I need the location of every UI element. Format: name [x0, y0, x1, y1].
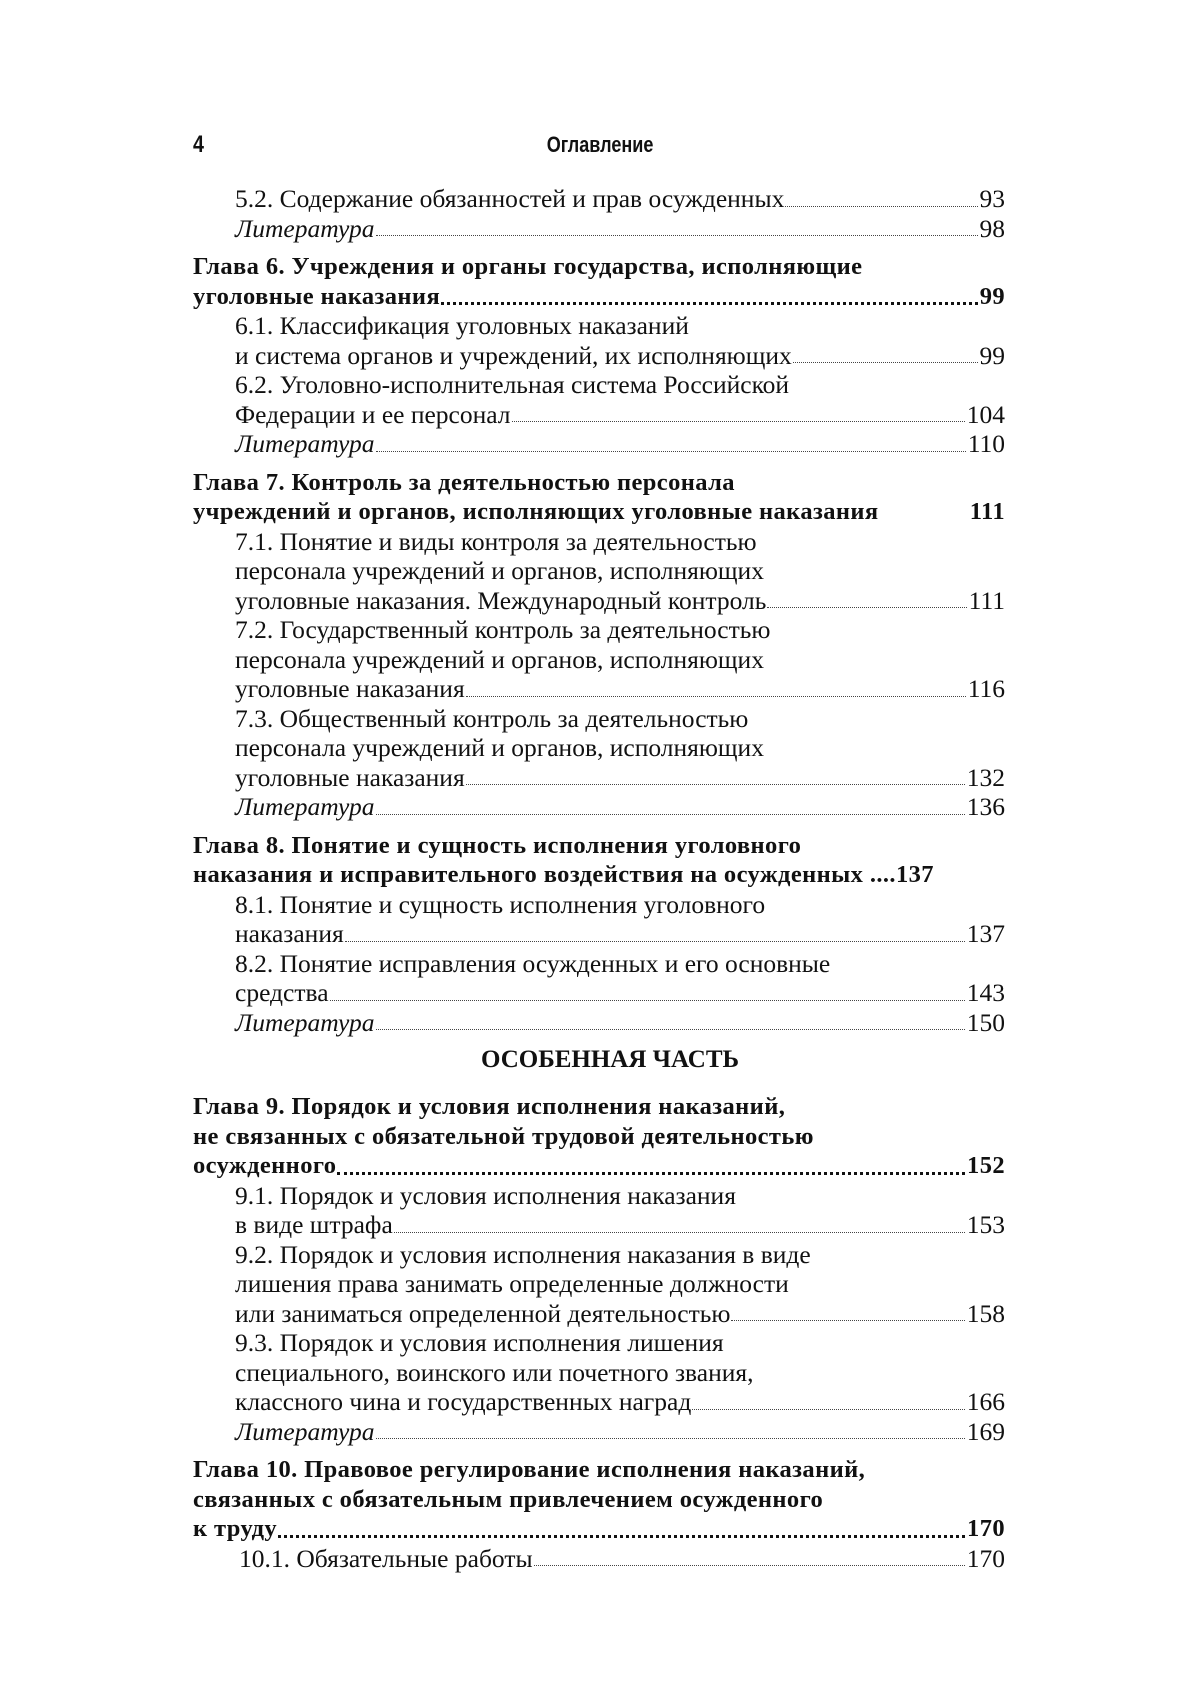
toc-entry-label: 7.3. Общественный контроль за деятельностью	[235, 703, 749, 733]
toc-entry-literature-7[interactable]	[193, 792, 1005, 822]
toc-chapter-8-line-2[interactable]	[193, 860, 1005, 890]
toc-chapter-title: учреждений и органов, исполняющих уголовные наказания	[193, 498, 879, 525]
dot-leader	[345, 940, 965, 942]
running-title-text: Оглавление	[546, 132, 654, 157]
toc-entry-label: уголовные наказания. Международный контроль	[235, 585, 767, 615]
toc-entry-label: Литература	[235, 1416, 375, 1446]
toc-entry-label: 6.2. Уголовно-исполнительная система Российской	[235, 370, 790, 399]
toc-page-number: 99	[979, 282, 1005, 310]
section-heading-special-part: ОСОБЕННАЯ ЧАСТЬ	[480, 1046, 740, 1073]
toc-entry-6-1-line-1[interactable]	[193, 311, 1005, 341]
toc-entry-8-2-line-2[interactable]	[193, 978, 1005, 1008]
toc-entry-label: или заниматься определенной деятельностью	[235, 1298, 731, 1328]
toc-page-number: 170	[967, 1515, 1005, 1542]
toc-entry-label: уголовные наказания	[235, 674, 465, 703]
toc-entry-7-2-line-1[interactable]	[193, 615, 1005, 645]
toc-entry-6-2-line-2[interactable]	[193, 400, 1005, 430]
toc-chapter-6-line-1[interactable]	[193, 252, 1005, 282]
toc-entry-label: 7.1. Понятие и виды контроля за деятельностью	[235, 526, 757, 556]
toc-chapter-title: к труду	[193, 1515, 278, 1542]
toc-page-number: 132	[966, 762, 1005, 792]
toc-entry-label: Литература	[235, 429, 375, 458]
toc-entry-7-2-line-2[interactable]	[193, 645, 1005, 675]
toc-entry-label: наказания	[235, 919, 344, 948]
dot-leader	[466, 783, 965, 785]
toc-entry-9-2-line-3[interactable]	[193, 1299, 1005, 1329]
toc-entry-label: 9.1. Порядок и условия исполнения наказания	[235, 1180, 736, 1210]
running-title	[0, 131, 1200, 159]
toc-page-number: 137	[966, 919, 1005, 948]
toc-entry-label: 7.2. Государственный контроль за деятельностью	[235, 615, 771, 644]
toc-chapter-10-line-2[interactable]	[193, 1485, 1005, 1515]
dot-leader	[394, 1231, 965, 1233]
toc-entry-8-2-line-1[interactable]	[193, 949, 1005, 979]
dot-leader	[692, 1408, 964, 1410]
toc-entry-8-1-line-2[interactable]	[193, 919, 1005, 949]
dot-leader	[512, 420, 965, 422]
toc-entry-9-3-line-1[interactable]	[193, 1328, 1005, 1358]
toc-page-number: 116	[967, 674, 1005, 703]
toc-page-number: 110	[967, 429, 1005, 458]
toc-entry-7-3-line-3[interactable]	[193, 763, 1005, 793]
toc-page-number: 98	[979, 213, 1005, 243]
toc-entry-label: 9.2. Порядок и условия исполнения наказания в виде	[235, 1239, 811, 1269]
toc-entry-7-3-line-1[interactable]	[193, 704, 1005, 734]
toc-chapter-title: связанных с обязательным привлечением осужденного	[193, 1485, 824, 1513]
toc-chapter-8-line-1[interactable]	[193, 831, 1005, 861]
toc-entry-label: 10.1. Обязательные работы	[239, 1543, 533, 1573]
table-of-contents	[193, 184, 1005, 1573]
toc-entry-9-1-line-2[interactable]	[193, 1210, 1005, 1240]
toc-page-number: 111	[969, 498, 1005, 525]
toc-entry-label: 5.2. Содержание обязанностей и прав осужденных	[235, 184, 785, 213]
toc-page-number: 99	[979, 340, 1005, 370]
toc-chapter-title: уголовные наказания	[193, 282, 441, 310]
toc-entry-literature-6[interactable]	[193, 429, 1005, 459]
dot-leader	[337, 1171, 965, 1175]
toc-entry-6-2-line-1[interactable]	[193, 370, 1005, 400]
toc-entry-7-1-line-2[interactable]	[193, 556, 1005, 586]
toc-page-number: 153	[966, 1210, 1005, 1239]
toc-entry-5-2[interactable]	[193, 184, 1005, 214]
dot-leader	[767, 606, 966, 608]
dot-leader	[534, 1564, 965, 1566]
dot-leader	[376, 450, 966, 452]
toc-chapter-10-line-3[interactable]	[193, 1514, 1005, 1544]
toc-page-number: 158	[966, 1298, 1005, 1328]
page-number: 4	[193, 131, 204, 158]
toc-entry-7-1-line-1[interactable]	[193, 527, 1005, 557]
toc-entry-literature-8[interactable]	[193, 1008, 1005, 1038]
toc-chapter-10-line-1[interactable]	[193, 1455, 1005, 1485]
toc-chapter-9-line-2[interactable]	[193, 1122, 1005, 1152]
toc-entry-label: средства	[235, 978, 329, 1007]
dot-leader	[376, 813, 965, 815]
toc-page-number: 152	[967, 1152, 1005, 1179]
toc-entry-9-2-line-1[interactable]	[193, 1240, 1005, 1270]
toc-chapter-title: наказания и исправительного воздействия на осужденных ....	[193, 861, 896, 888]
toc-entry-label: Литература	[235, 1007, 375, 1037]
toc-entry-label: персонала учреждений и органов, исполняющих	[235, 733, 764, 762]
toc-entry-literature-9[interactable]	[193, 1417, 1005, 1447]
toc-page-number: 136	[966, 792, 1005, 821]
toc-entry-label: специального, воинского или почетного звания,	[235, 1357, 754, 1387]
toc-chapter-title: не связанных с обязательной трудовой деятельностью	[193, 1122, 814, 1150]
toc-chapter-9-line-3[interactable]	[193, 1151, 1005, 1181]
toc-chapter-title: Глава 10. Правовое регулирование исполнения наказаний,	[193, 1456, 866, 1483]
toc-page-number: 150	[966, 1007, 1005, 1037]
toc-entry-9-3-line-3[interactable]	[193, 1387, 1005, 1417]
toc-page-number: 169	[966, 1416, 1005, 1446]
toc-entry-label: 6.1. Классификация уголовных наказаний	[235, 311, 689, 340]
toc-chapter-7-line-2[interactable]	[193, 497, 1005, 527]
toc-entry-9-2-line-2[interactable]	[193, 1269, 1005, 1299]
toc-entry-10-1[interactable]	[193, 1544, 1005, 1574]
toc-chapter-title: Глава 7. Контроль за деятельностью персонала	[193, 468, 735, 496]
toc-entry-7-3-line-2[interactable]	[193, 733, 1005, 763]
dot-leader	[376, 1028, 965, 1030]
toc-entry-label: и система органов и учреждений, их исполняющих	[235, 340, 792, 370]
toc-entry-label: Литература	[235, 213, 375, 243]
toc-chapter-title: Глава 9. Порядок и условия исполнения наказаний,	[193, 1093, 786, 1120]
toc-entry-9-3-line-2[interactable]	[193, 1358, 1005, 1388]
toc-page-number: 137	[895, 861, 934, 888]
dot-leader	[376, 234, 978, 236]
toc-page-number: 104	[966, 399, 1005, 429]
toc-entry-label: персонала учреждений и органов, исполняющих	[235, 644, 764, 674]
toc-page-number: 111	[968, 585, 1005, 615]
toc-chapter-9-line-1[interactable]	[193, 1092, 1005, 1122]
toc-page-number: 166	[966, 1387, 1005, 1416]
dot-leader	[330, 999, 965, 1001]
toc-page-number: 143	[966, 978, 1005, 1007]
toc-chapter-title: Глава 8. Понятие и сущность исполнения уголовного	[193, 831, 802, 859]
toc-entry-7-1-line-3[interactable]	[193, 586, 1005, 616]
toc-entry-label: классного чина и государственных наград	[235, 1387, 692, 1416]
toc-page-number: 93	[979, 184, 1005, 213]
toc-chapter-6-line-2[interactable]	[193, 282, 1005, 312]
toc-page-number: 170	[966, 1543, 1005, 1573]
toc-entry-label: персонала учреждений и органов, исполняющих	[235, 556, 764, 585]
toc-entry-label: лишения права занимать определенные должности	[235, 1269, 789, 1298]
toc-entry-label: Федерации и ее персонал	[235, 399, 511, 429]
toc-entry-label: 9.3. Порядок и условия исполнения лишения	[235, 1328, 724, 1357]
toc-entry-label: Литература	[235, 792, 375, 821]
toc-chapter-7-line-1[interactable]	[193, 468, 1005, 498]
dot-leader	[793, 361, 978, 363]
toc-entry-label: 8.1. Понятие и сущность исполнения уголовного	[235, 889, 766, 919]
dot-leader	[466, 695, 966, 697]
toc-chapter-title: Глава 6. Учреждения и органы государства, исполняющие	[193, 253, 863, 280]
toc-entry-literature-5[interactable]	[193, 214, 1005, 244]
toc-entry-label: в виде штрафа	[235, 1210, 393, 1239]
dot-leader	[441, 301, 978, 305]
toc-chapter-title: осужденного	[193, 1152, 337, 1179]
toc-entry-7-2-line-3[interactable]	[193, 674, 1005, 704]
dot-leader	[785, 205, 977, 207]
toc-entry-6-1-line-2[interactable]	[193, 341, 1005, 371]
toc-entry-8-1-line-1[interactable]	[193, 890, 1005, 920]
toc-entry-label: уголовные наказания	[235, 762, 465, 792]
dot-leader	[731, 1319, 964, 1321]
toc-entry-9-1-line-1[interactable]	[193, 1181, 1005, 1211]
toc-entry-label: 8.2. Понятие исправления осужденных и его основные	[235, 948, 831, 978]
dot-leader	[376, 1437, 965, 1439]
dot-leader	[278, 1534, 965, 1538]
